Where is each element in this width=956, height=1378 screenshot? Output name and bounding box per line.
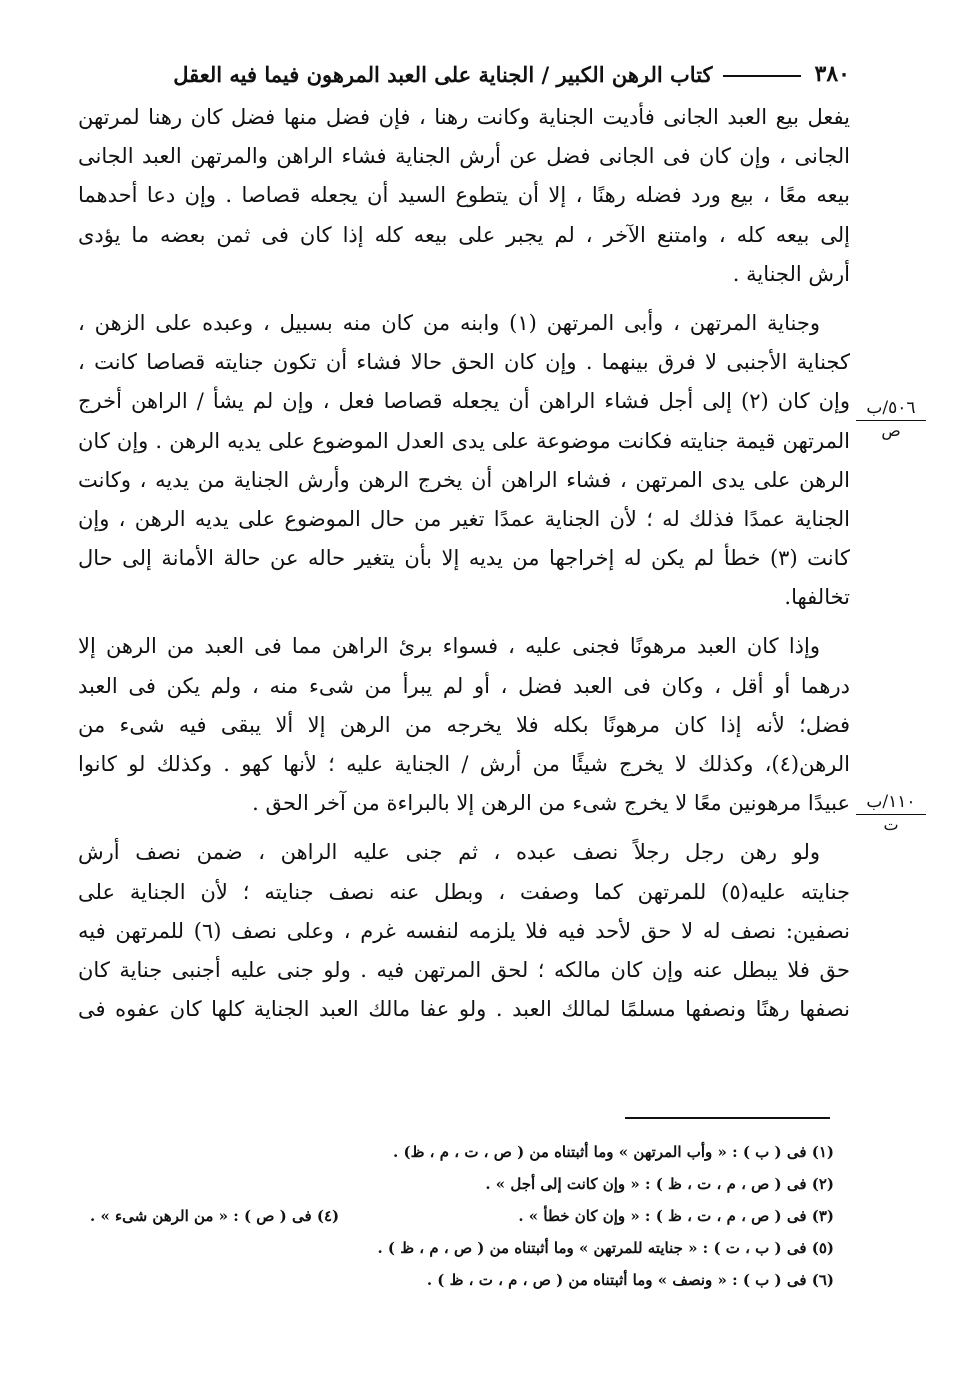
text-line: كانت (٣) خطأ لم يكن له إخراجها من يديه إلا بأن يتغير حاله عن حالة الأمانة إلى حال: [78, 546, 850, 571]
text-line: الجناية عمدًا فذلك له ؛ لأن الجناية عمدًا تغير من حال الموضوع على يديه الرهن ، وإن: [78, 506, 850, 531]
footnote: (٦) فى ( ب ) : « ونصف » وما أثبتناه من ( ص ، م ، ت ، ظ ) .: [426, 1271, 834, 1289]
footnote-row: [90, 1200, 834, 1232]
footnote: (٢) فى ( ص ، م ، ت ، ظ ) : « وإن كانت إلى أجل » .: [485, 1175, 834, 1193]
text-line: إلى بيعه كله ، وامتنع الآخر ، لم يجبر على بيعه كله إذا كان فى ثمن بعضه ما يؤدى: [78, 222, 850, 247]
page-number: ٣٨٠: [814, 61, 850, 87]
margin-reference: [856, 792, 926, 835]
footnote-separator: [625, 1117, 830, 1119]
header-title: كتاب الرهن الكبير / الجناية على العبد المرهون فيما فيه العقل: [173, 61, 713, 87]
text-line: وجناية المرتهن ، وأبى المرتهن (١) وابنه من كان منه بسبيل ، وعبده على الزهن ،: [78, 310, 821, 335]
main-text: [78, 98, 850, 1039]
text-line: فضل؛ لأنه إذا كان مرهونًا بكله فلا يخرجه من الرهن إلا ألا يبقى فيه شىء من: [78, 712, 850, 737]
text-line: حق فلا يبطل عنه وإن كان مالكه ؛ لحق المرتهن فيه . ولو جنى عليه أجنبى جناية كان: [78, 957, 850, 982]
text-line: أرش الجناية .: [732, 261, 850, 286]
text-line: وإن كان (٢) إلى أجل فشاء الراهن أن يجعله قصاصا فعل ، وإن لم يشأ / الراهن أخرج: [78, 389, 850, 414]
margin-reference-folio: ١١٠/ب: [856, 792, 926, 815]
margin-reference-siglum: ص: [881, 421, 901, 440]
text-line: تخالفها.: [784, 585, 850, 610]
text-line: نصفين: نصف له لا حق لأحد فيه فلا يلزمه لنفسه غرم ، وعلى نصف (٦) للمرتهن فيه: [78, 918, 850, 943]
footnote: (٥) فى ( ب ، ت ) : « جنايته للمرتهن » وما أثبتناه من ( ص ، م ، ظ ) .: [377, 1239, 834, 1257]
paragraph-1: [78, 98, 850, 294]
text-line: المرتهن قيمة جنايته فكانت موضوعة على يدى العدل الموضوع على يديه الرهن . وإن كان: [78, 428, 850, 453]
text-line: الجانى ، وإن كان فى الجانى فضل عن أرش الجناية فشاء الراهن والمرتهن العبد الجانى: [78, 144, 850, 169]
text-line: يفعل بيع العبد الجانى فأديت الجناية وكانت رهنا ، فإن فضل منها فضل كان رهنا لمرتهن: [78, 105, 850, 129]
paragraph-2: [78, 304, 850, 618]
text-line: عبيدًا مرهونين معًا لا يخرج شىء من الرهن إلا بالبراءة من آخر الحق .: [252, 791, 850, 816]
margin-reference: [856, 398, 926, 441]
footnote: (٣) فى ( ص ، م ، ت ، ظ ) : « وإن كان خطأ » .: [518, 1207, 834, 1225]
text-line: كجناية الأجنبى لا فرق بينهما . وإن كان الحق حالا فشاء أن تكون جنايته قصاصا كانت ،: [78, 350, 850, 375]
margin-reference-siglum: ت: [883, 815, 899, 834]
text-line: الرهن على يدى المرتهن ، فشاء الراهن أن يخرج الرهن وأرش الجناية من يديه ، وكانت: [78, 467, 850, 492]
running-header: [80, 56, 850, 92]
margin-reference-folio: ٥٠٦/ب: [856, 398, 926, 421]
header-dash: [723, 75, 801, 77]
paragraph-4: [78, 833, 850, 1029]
paragraph-3: [78, 627, 850, 823]
text-line: نصفها رهنًا ونصفها مسلمًا لمالك العبد . ولو عفا مالك العبد الجناية كلها كان عفوه فى: [78, 997, 850, 1022]
text-line: وإذا كان العبد مرهونًا فجنى عليه ، فسواء برئ الراهن مما فى العبد من الرهن إلا: [78, 634, 820, 659]
footnotes: [90, 1136, 834, 1296]
footnote: (١) فى ( ب ) : « وأب المرتهن » وما أثبتناه من ( ص ، ت ، م ، ظ) .: [393, 1143, 834, 1161]
footnote: (٤) فى ( ص ) : « من الرهن شىء » .: [90, 1207, 340, 1225]
text-line: جنايته عليه(٥) للمرتهن كما وصفت ، وبطل عنه نصف جنايته ؛ لأن الجناية على: [78, 879, 850, 904]
text-line: درهما أو أقل ، وكان فى العبد فضل ، أو لم يبرأ من شىء منه ، ولم يكن فى العبد: [78, 673, 850, 698]
text-line: ولو رهن رجل رجلاً نصف عبده ، ثم جنى عليه الراهن ، ضمن نصف أرش: [78, 840, 820, 865]
text-line: الرهن(٤)، وكذلك لا يخرج شيئًا من أرش / الجناية عليه ؛ لأنها كهو . وكذلك لو كانوا: [78, 752, 850, 776]
text-line: بيعه معًا ، بيع ورد فضله رهنًا ، إلا أن يتطوع السيد أن يجعله قصاصا . وإن دعا أحدهما: [78, 183, 850, 208]
